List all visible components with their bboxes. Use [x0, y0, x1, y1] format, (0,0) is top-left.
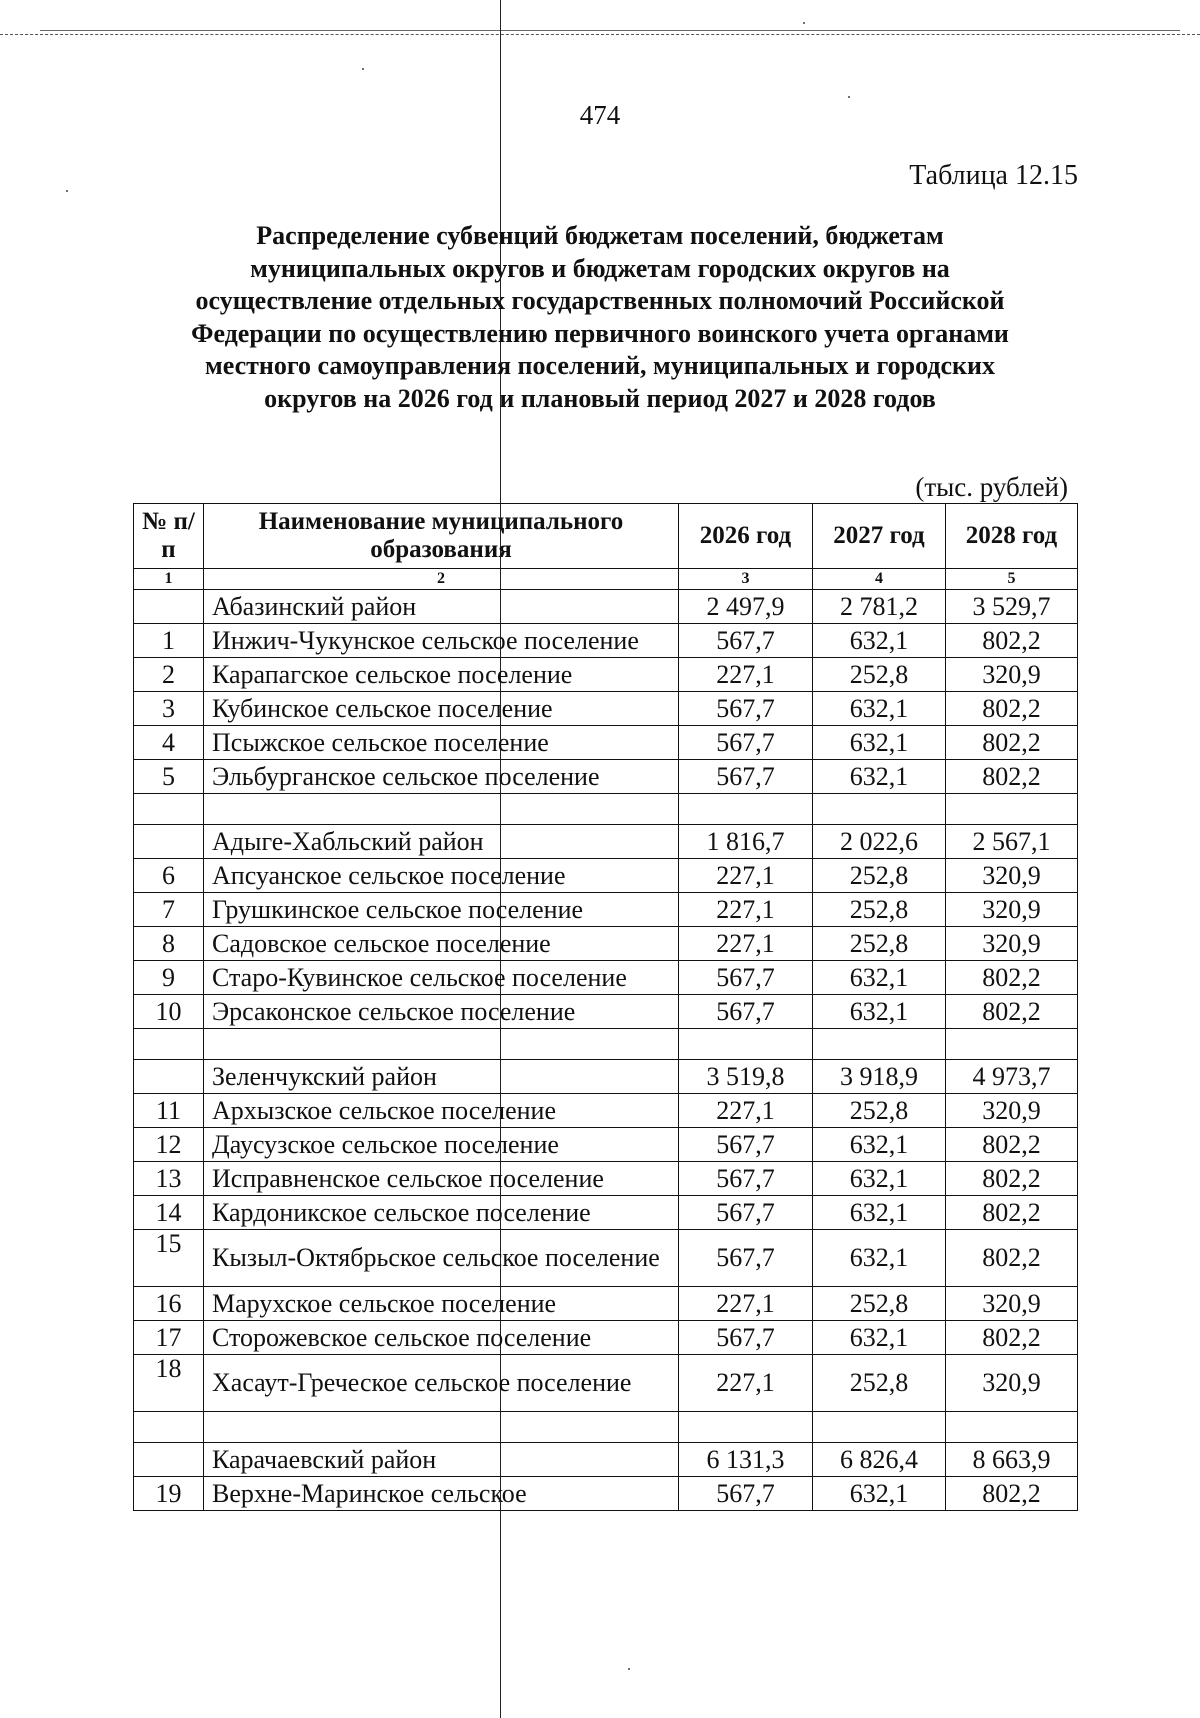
municipality-name: Кызыл-Октябрьское сельское поселение	[204, 1230, 679, 1287]
value-2028: 802,2	[946, 692, 1078, 726]
value-2026: 567,7	[679, 995, 813, 1029]
value-2026: 6 131,3	[679, 1443, 813, 1477]
value-2026: 227,1	[679, 859, 813, 893]
title-line: местного самоуправления поселений, муниципальных и городских	[205, 351, 995, 380]
value-2026: 227,1	[679, 1355, 813, 1412]
value-2026	[679, 794, 813, 825]
municipality-name: Эльбурганское сельское поселение	[204, 760, 679, 794]
municipality-name: Хасаут-Греческое сельское поселение	[204, 1355, 679, 1412]
title-line: осуществление отдельных государственных полномочий Российской	[195, 286, 1005, 315]
table-row	[134, 995, 1078, 1029]
table-district-row	[134, 590, 1078, 624]
row-number: 1	[134, 624, 204, 658]
table-row	[134, 1230, 1078, 1287]
column-index: 2	[204, 569, 679, 590]
value-2026: 567,7	[679, 1230, 813, 1287]
value-2027: 6 826,4	[813, 1443, 946, 1477]
scan-edge-line	[40, 30, 1180, 31]
row-number	[134, 1029, 204, 1060]
municipality-name: Кубинское сельское поселение	[204, 692, 679, 726]
page-number: 474	[579, 100, 621, 130]
row-number: 6	[134, 859, 204, 893]
subvention-table	[133, 503, 1078, 1511]
title-line: Распределение субвенций бюджетам поселений, бюджетам	[256, 221, 944, 250]
value-2027: 2 781,2	[813, 590, 946, 624]
value-2026: 2 497,9	[679, 590, 813, 624]
value-2026: 227,1	[679, 1287, 813, 1321]
row-number: 19	[134, 1477, 204, 1511]
municipality-name	[204, 794, 679, 825]
value-2028	[946, 1412, 1078, 1443]
value-2027: 632,1	[813, 995, 946, 1029]
table-title	[150, 220, 1050, 415]
municipality-name: Апсуанское сельское поселение	[204, 859, 679, 893]
municipality-name: Карапагское сельское поселение	[204, 658, 679, 692]
value-2026: 227,1	[679, 1094, 813, 1128]
table-row	[134, 1321, 1078, 1355]
value-2028: 802,2	[946, 995, 1078, 1029]
municipality-name: Архызское сельское поселение	[204, 1094, 679, 1128]
value-2028: 320,9	[946, 1287, 1078, 1321]
municipality-name: Карачаевский район	[204, 1443, 679, 1477]
municipality-name: Верхне-Маринское сельское	[204, 1477, 679, 1511]
municipality-name	[204, 1412, 679, 1443]
table-row	[134, 961, 1078, 995]
scan-edge-dashed-line	[0, 34, 1200, 35]
scan-speck	[66, 190, 68, 192]
value-2026: 227,1	[679, 658, 813, 692]
column-index: 5	[946, 569, 1078, 590]
scan-speck	[628, 1668, 630, 1670]
value-2027: 632,1	[813, 1196, 946, 1230]
table-row	[134, 1287, 1078, 1321]
municipality-name: Псыжское сельское поселение	[204, 726, 679, 760]
value-2028: 320,9	[946, 893, 1078, 927]
table-row	[134, 624, 1078, 658]
value-2026: 567,7	[679, 624, 813, 658]
row-number: 13	[134, 1162, 204, 1196]
table-row	[134, 927, 1078, 961]
value-2027	[813, 1412, 946, 1443]
table-district-row	[134, 1060, 1078, 1094]
value-2028	[946, 1029, 1078, 1060]
table-label: Таблица 12.15	[909, 160, 1078, 191]
value-2027: 252,8	[813, 1355, 946, 1412]
row-number: 18	[134, 1355, 204, 1412]
scan-speck	[848, 96, 850, 98]
value-2026: 227,1	[679, 927, 813, 961]
value-2028: 802,2	[946, 1230, 1078, 1287]
table-row	[134, 1128, 1078, 1162]
table-row	[134, 859, 1078, 893]
row-number: 4	[134, 726, 204, 760]
row-number: 14	[134, 1196, 204, 1230]
column-index: 1	[134, 569, 204, 590]
municipality-name: Кардоникское сельское поселение	[204, 1196, 679, 1230]
value-2027: 632,1	[813, 1162, 946, 1196]
value-2027: 3 918,9	[813, 1060, 946, 1094]
value-2026	[679, 1412, 813, 1443]
table-body	[134, 590, 1078, 1511]
value-2026: 567,7	[679, 1196, 813, 1230]
value-2028: 802,2	[946, 961, 1078, 995]
municipality-name: Сторожевское сельское поселение	[204, 1321, 679, 1355]
municipality-name: Садовское сельское поселение	[204, 927, 679, 961]
table-row	[134, 1094, 1078, 1128]
value-2028: 4 973,7	[946, 1060, 1078, 1094]
municipality-name: Адыге-Хабльский район	[204, 825, 679, 859]
value-2026: 567,7	[679, 1162, 813, 1196]
table-district-row	[134, 825, 1078, 859]
value-2028: 802,2	[946, 760, 1078, 794]
value-2028: 3 529,7	[946, 590, 1078, 624]
column-index: 4	[813, 569, 946, 590]
column-index-row	[134, 569, 1078, 590]
row-number: 9	[134, 961, 204, 995]
value-2026: 567,7	[679, 1477, 813, 1511]
row-number	[134, 1443, 204, 1477]
value-2027	[813, 1029, 946, 1060]
value-2027: 632,1	[813, 760, 946, 794]
municipality-name: Старо-Кувинское сельское поселение	[204, 961, 679, 995]
table-spacer-row	[134, 794, 1078, 825]
value-2027: 632,1	[813, 692, 946, 726]
value-2028: 802,2	[946, 1196, 1078, 1230]
header-name: Наименование муниципального образования	[204, 504, 679, 569]
value-2028: 802,2	[946, 1321, 1078, 1355]
header-num: № п/п	[134, 504, 204, 569]
value-2026: 1 816,7	[679, 825, 813, 859]
value-2028: 802,2	[946, 624, 1078, 658]
value-2028: 2 567,1	[946, 825, 1078, 859]
municipality-name: Грушкинское сельское поселение	[204, 893, 679, 927]
row-number	[134, 1412, 204, 1443]
value-2028: 802,2	[946, 1162, 1078, 1196]
value-2028: 320,9	[946, 859, 1078, 893]
table-spacer-row	[134, 1412, 1078, 1443]
value-2028: 320,9	[946, 1094, 1078, 1128]
row-number: 8	[134, 927, 204, 961]
value-2027: 632,1	[813, 726, 946, 760]
table-row	[134, 1162, 1078, 1196]
title-line: Федерации по осуществлению первичного воинского учета органами	[191, 318, 1009, 348]
value-2028	[946, 794, 1078, 825]
row-number	[134, 590, 204, 624]
row-number: 16	[134, 1287, 204, 1321]
municipality-name: Даусузское сельское поселение	[204, 1128, 679, 1162]
municipality-name: Инжич-Чукунское сельское поселение	[204, 624, 679, 658]
value-2027: 252,8	[813, 859, 946, 893]
units-label: (тыс. рублей)	[915, 472, 1068, 502]
row-number	[134, 1060, 204, 1094]
table-row	[134, 1477, 1078, 1511]
table-row	[134, 658, 1078, 692]
value-2028: 802,2	[946, 726, 1078, 760]
value-2027: 252,8	[813, 1094, 946, 1128]
value-2027: 632,1	[813, 1128, 946, 1162]
value-2027: 632,1	[813, 1321, 946, 1355]
table-row	[134, 760, 1078, 794]
municipality-name: Зеленчукский район	[204, 1060, 679, 1094]
value-2026: 567,7	[679, 1128, 813, 1162]
value-2028: 320,9	[946, 927, 1078, 961]
municipality-name: Эрсаконское сельское поселение	[204, 995, 679, 1029]
row-number: 3	[134, 692, 204, 726]
value-2027: 252,8	[813, 658, 946, 692]
value-2026: 3 519,8	[679, 1060, 813, 1094]
row-number: 7	[134, 893, 204, 927]
value-2028: 802,2	[946, 1477, 1078, 1511]
value-2028: 8 663,9	[946, 1443, 1078, 1477]
title-line: округов на 2026 год и плановый период 2027 и 2028 годов	[264, 383, 936, 413]
value-2028: 320,9	[946, 1355, 1078, 1412]
row-number: 2	[134, 658, 204, 692]
value-2028: 802,2	[946, 1128, 1078, 1162]
value-2027: 632,1	[813, 961, 946, 995]
table-row	[134, 726, 1078, 760]
value-2026: 227,1	[679, 893, 813, 927]
header-2028: 2028 год	[946, 504, 1078, 569]
value-2026: 567,7	[679, 961, 813, 995]
scan-speck	[803, 22, 805, 24]
municipality-name: Исправненское сельское поселение	[204, 1162, 679, 1196]
table-row	[134, 1196, 1078, 1230]
value-2027	[813, 794, 946, 825]
table-header-row	[134, 504, 1078, 569]
column-index: 3	[679, 569, 813, 590]
municipality-name: Абазинский район	[204, 590, 679, 624]
row-number: 10	[134, 995, 204, 1029]
value-2026	[679, 1029, 813, 1060]
row-number: 15	[134, 1230, 204, 1287]
header-2027: 2027 год	[813, 504, 946, 569]
row-number: 17	[134, 1321, 204, 1355]
value-2027: 252,8	[813, 927, 946, 961]
value-2027: 632,1	[813, 624, 946, 658]
value-2026: 567,7	[679, 1321, 813, 1355]
value-2026: 567,7	[679, 726, 813, 760]
table-spacer-row	[134, 1029, 1078, 1060]
value-2027: 632,1	[813, 1230, 946, 1287]
table-row	[134, 1355, 1078, 1412]
row-number	[134, 825, 204, 859]
row-number: 5	[134, 760, 204, 794]
row-number: 11	[134, 1094, 204, 1128]
value-2027: 632,1	[813, 1477, 946, 1511]
value-2027: 252,8	[813, 1287, 946, 1321]
value-2026: 567,7	[679, 692, 813, 726]
value-2026: 567,7	[679, 760, 813, 794]
row-number: 12	[134, 1128, 204, 1162]
table-district-row	[134, 1443, 1078, 1477]
row-number	[134, 794, 204, 825]
value-2028: 320,9	[946, 658, 1078, 692]
value-2027: 252,8	[813, 893, 946, 927]
header-2026: 2026 год	[679, 504, 813, 569]
title-line: муниципальных округов и бюджетам городских округов на	[250, 253, 950, 283]
value-2027: 2 022,6	[813, 825, 946, 859]
municipality-name: Марухское сельское поселение	[204, 1287, 679, 1321]
table-row	[134, 692, 1078, 726]
scan-speck	[362, 68, 364, 70]
table-row	[134, 893, 1078, 927]
municipality-name	[204, 1029, 679, 1060]
